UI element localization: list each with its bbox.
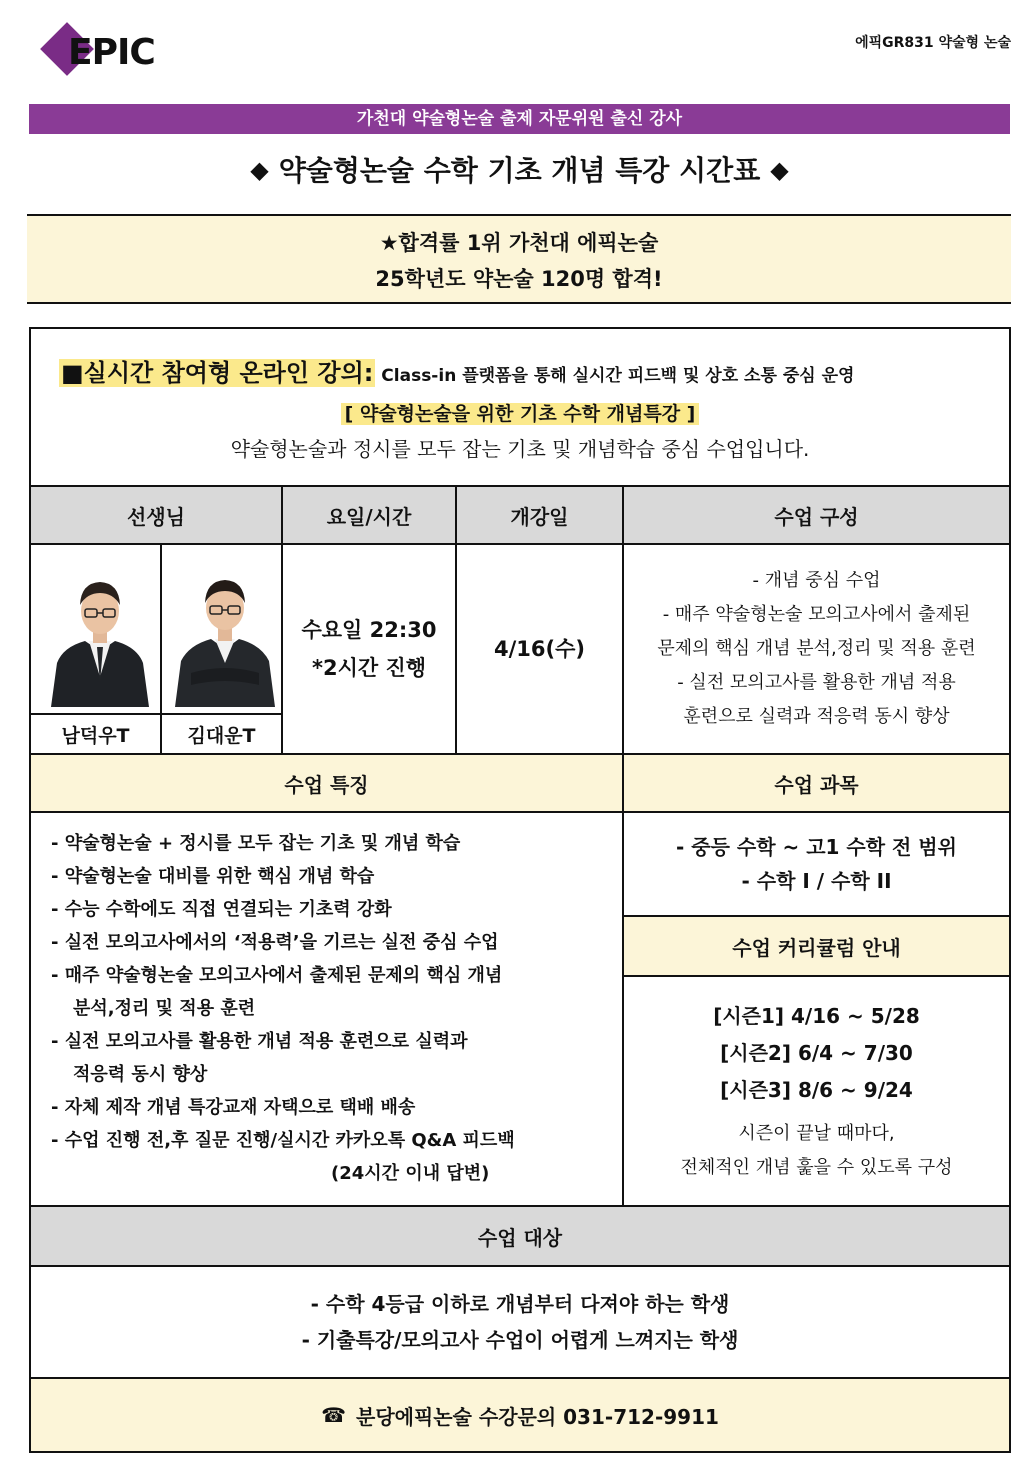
start-date-cell (457, 545, 622, 753)
composition-line: 문제의 핵심 개념 분석,정리 및 적용 훈련 (657, 638, 976, 659)
logo-text: EPIC (68, 32, 155, 73)
features-list (51, 827, 515, 1190)
column-line (281, 487, 283, 753)
course-summary: 약술형논술과 정시를 모두 잡는 기초 및 개념학습 중심 수업입니다. (230, 437, 810, 461)
subjects-cell (624, 813, 1009, 915)
composition-line: - 실전 모의고사를 활용한 개념 적용 (677, 672, 956, 693)
teacher-photo-1 (41, 551, 159, 707)
target-line: - 수학 4등급 이하로 개념부터 다져야 하는 학생 (310, 1292, 730, 1316)
page-title-text: 약술형논술 수학 기초 개념 특강 시간표 (278, 154, 761, 187)
start-date-value: 4/16(수) (494, 637, 585, 661)
teacher-photo-2 (171, 551, 279, 707)
header-curriculum: 수업 커리큘럼 안내 (624, 917, 1009, 975)
contact-text: 분당에픽논술 수강문의 031-712-9911 (356, 1404, 719, 1429)
epic-logo (42, 26, 172, 82)
feature-item: - 매주 약술형논술 모의고사에서 출제된 문제의 핵심 개념 (51, 965, 503, 986)
schedule-cell (283, 545, 455, 753)
header-teacher: 선생님 (31, 487, 281, 543)
target-cell (31, 1267, 1009, 1377)
composition-line: - 매주 약술형논술 모의고사에서 출제된 (662, 604, 971, 625)
header-subjects: 수업 과목 (624, 755, 1009, 811)
target-line: - 기출특강/모의고사 수업이 어렵게 느껴지는 학생 (301, 1328, 739, 1352)
features-cell (31, 813, 622, 1205)
banner-line-1: ★합격률 1위 가천대 에픽논술 (379, 231, 659, 255)
schedule-time: 수요일 22:30 (301, 618, 437, 642)
header-start-date: 개강일 (457, 487, 622, 543)
diamond-bullet-icon: ◆ (250, 156, 269, 184)
diamond-bullet-icon: ◆ (770, 156, 789, 184)
teacher-name-1: 남덕우T (61, 724, 130, 747)
phone-icon: ☎ (321, 1403, 347, 1427)
composition-line: 훈련으로 실력과 적응력 동시 향상 (683, 706, 950, 727)
column-line (622, 487, 624, 753)
intro-highlight: ■실시간 참여형 온라인 강의: (61, 359, 374, 387)
feature-item: - 자체 제작 개념 특강교재 자택으로 택배 배송 (51, 1097, 416, 1118)
document-code: 에픽GR831 약술형 논술 (855, 35, 1011, 51)
teacher-portrait-icon (171, 551, 279, 707)
page-title (29, 148, 1010, 193)
intro-online-line (59, 353, 999, 388)
subject-line: - 수학 I / 수학 II (741, 869, 892, 893)
header-schedule: 요일/시간 (283, 487, 455, 543)
composition-cell (624, 545, 1009, 753)
curriculum-note: 시즌이 끝날 때마다, (738, 1122, 895, 1144)
feature-item: - 실전 모의고사를 활용한 개념 적용 훈련으로 실력과 (51, 1031, 468, 1052)
instructor-credential-bar: 가천대 약술형논술 출제 자문위원 출신 강사 (29, 104, 1010, 134)
course-name (31, 399, 1009, 426)
header-target: 수업 대상 (31, 1207, 1009, 1265)
feature-item: - 약술형논술 대비를 위한 핵심 개념 학습 (51, 866, 375, 887)
course-info-box (29, 327, 1011, 1453)
header-composition: 수업 구성 (624, 487, 1009, 543)
feature-item: - 실전 모의고사에서의 ‘적용력’을 기르는 실전 중심 수업 (51, 932, 499, 953)
course-name-text: [ 약술형논술을 위한 기초 수학 개념특강 ] (341, 403, 700, 425)
composition-line: - 개념 중심 수업 (752, 570, 881, 591)
teacher-portrait-icon (41, 551, 159, 707)
season-line: [시즌1] 4/16 ~ 5/28 (713, 1003, 920, 1028)
season-line: [시즌2] 6/4 ~ 7/30 (720, 1040, 913, 1065)
feature-item-continued: 분석,정리 및 적용 훈련 (73, 998, 256, 1019)
feature-item-continued: (24시간 이내 답변) (331, 1163, 490, 1184)
teacher-split-line (160, 543, 162, 753)
contact-bar (31, 1379, 1009, 1451)
subject-line: - 중등 수학 ~ 고1 수학 전 범위 (676, 835, 957, 859)
intro-description: Class-in 플랫폼을 통해 실시간 피드백 및 상호 소통 중심 운영 (381, 366, 855, 386)
achievement-banner (27, 214, 1011, 304)
curriculum-cell (624, 977, 1009, 1205)
schedule-duration: *2시간 진행 (311, 656, 427, 680)
banner-line-2: 25학년도 약논술 120명 합격! (375, 267, 663, 291)
feature-item: - 수능 수학에도 직접 연결되는 기초력 강화 (51, 899, 392, 920)
curriculum-note: 전체적인 개념 훑을 수 있도록 구성 (680, 1156, 953, 1178)
course-intro (31, 329, 1009, 487)
teacher-name-2: 김대운T (187, 724, 256, 747)
feature-item: - 수업 진행 전,후 질문 진행/실시간 카카오톡 Q&A 피드백 (51, 1130, 515, 1151)
season-line: [시즌3] 8/6 ~ 9/24 (720, 1077, 913, 1102)
feature-item-continued: 적응력 동시 향상 (73, 1064, 208, 1085)
header-features: 수업 특징 (31, 755, 622, 811)
feature-item: - 약술형논술 + 정시를 모두 잡는 기초 및 개념 학습 (51, 833, 461, 854)
column-line (455, 487, 457, 753)
